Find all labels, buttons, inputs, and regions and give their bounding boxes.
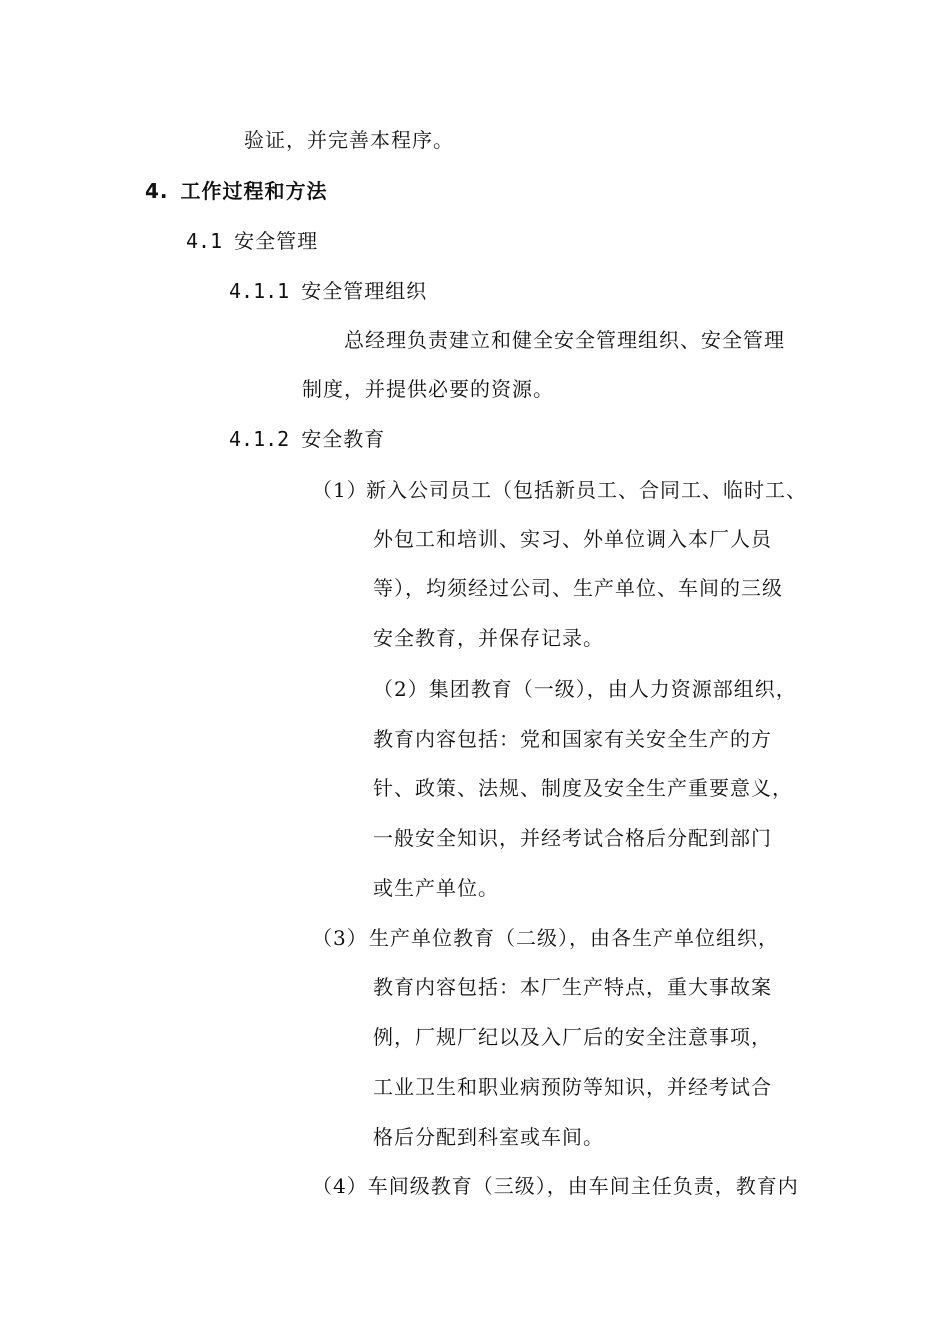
item-text: 车间级教育（三级），由车间主任负责，教育内 [367,1174,799,1198]
item-marker: （2） [373,677,429,701]
subsection-heading [186,229,318,253]
list-item-line [373,826,772,850]
list-item-line [373,1075,772,1099]
section-title: 工作过程和方法 [180,179,328,203]
list-item-line [373,1025,772,1049]
list-item-line [373,1125,604,1149]
item-text: 格后分配到科室或车间。 [373,1125,604,1149]
list-item-line [366,478,807,502]
list-item-marker [312,478,368,502]
subsubsection-heading [229,279,427,303]
subsection-number: 4.1 [186,229,223,253]
item-text: 新入公司员工（包括新员工、合同工、临时工、 [366,478,807,502]
paragraph-line [302,377,554,401]
body-text: 制度，并提供必要的资源。 [302,377,554,401]
item-text: 教育内容包括：本厂生产特点，重大事故案 [373,975,772,999]
item-text: 或生产单位。 [373,876,499,900]
item-text: 等），均须经过公司、生产单位、车间的三级 [373,576,783,600]
item-text: 生产单位教育（二级），由各生产单位组织， [369,926,779,950]
section-heading [145,179,328,203]
subsubsection-number: 4.1.1 [229,279,290,303]
subsubsection-title: 安全教育 [301,427,386,451]
item-marker: （3） [312,926,368,950]
list-item-line [373,975,772,999]
list-item-line [312,1174,799,1198]
list-item-line [373,626,604,650]
body-text: 总经理负责建立和健全安全管理组织、安全管理 [344,328,785,352]
item-text: 外包工和培训、实习、外单位调入本厂人员 [373,527,772,551]
list-item-line [373,527,772,551]
item-text: 安全教育，并保存记录。 [373,626,604,650]
item-text: 教育内容包括：党和国家有关安全生产的方 [373,727,772,751]
list-item-line [373,727,772,751]
subsubsection-title: 安全管理组织 [301,279,428,303]
subsubsection-number: 4.1.2 [229,427,290,451]
list-item-marker [312,926,368,950]
list-item-line [373,776,793,800]
paragraph-line [344,328,785,352]
list-item-line [373,677,797,701]
item-text: 例，厂规厂纪以及入厂后的安全注意事项， [373,1025,772,1049]
list-item-line [373,576,783,600]
list-item-line [373,876,499,900]
item-text: 针、政策、法规、制度及安全生产重要意义， [373,776,793,800]
section-number: 4. [145,179,169,203]
item-marker: （4） [312,1174,368,1198]
list-item-line [369,926,779,950]
item-text: 集团教育（一级），由人力资源部组织， [428,677,797,701]
subsection-title: 安全管理 [234,229,319,253]
paragraph-line [244,128,454,152]
intro-text: 验证，并完善本程序。 [244,128,454,152]
item-text: 工业卫生和职业病预防等知识，并经考试合 [373,1075,772,1099]
item-marker: （1） [312,478,368,502]
subsubsection-heading [229,427,385,451]
item-text: 一般安全知识，并经考试合格后分配到部门 [373,826,772,850]
